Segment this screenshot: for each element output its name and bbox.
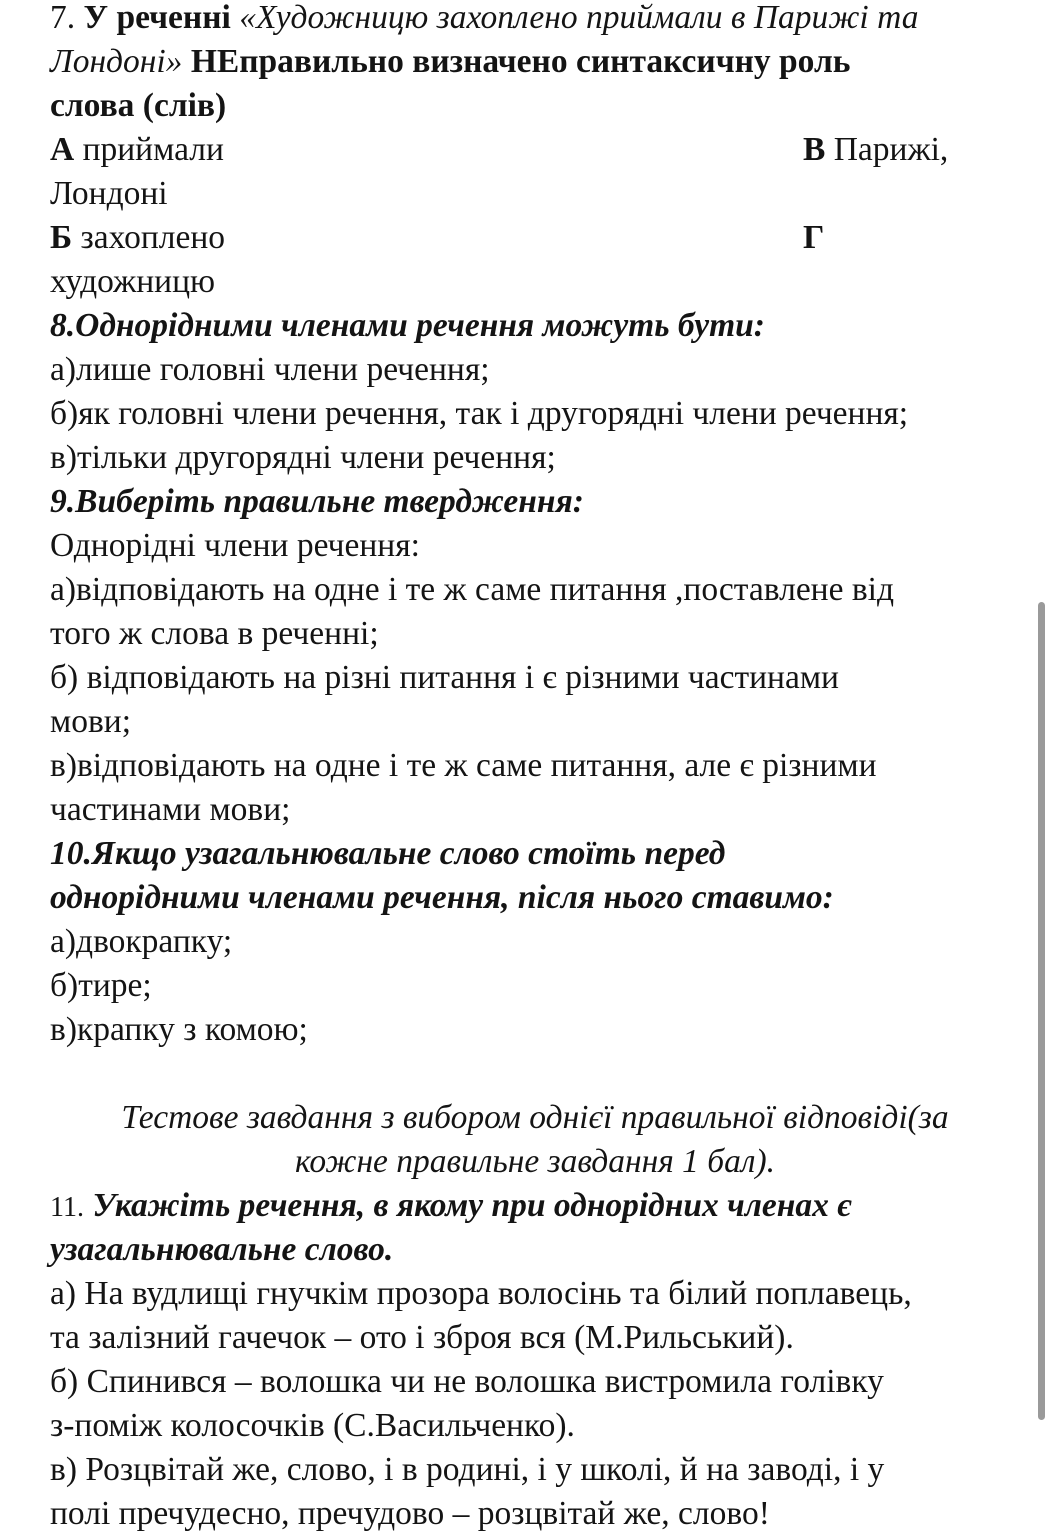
q9-intro: Однорідні члени речення: (50, 527, 420, 564)
q10-title-part-1: 10.Якщо узагальнювальне слово стоїть перед (50, 835, 726, 872)
vertical-scrollbar[interactable] (1038, 602, 1045, 1420)
q9-line: б) відповідають на різні питання і є різними частинами (50, 659, 839, 696)
blank-spacer (50, 1052, 1020, 1096)
q9-line: того ж слова в реченні; (50, 615, 379, 652)
q11-line: полі пречудесно, пречудово – розцвітай же, слово! (50, 1495, 770, 1532)
q11-title-part-1: Укажіть речення, в якому при однорідних членах є (92, 1187, 852, 1224)
q9-line: частинами мови; (50, 791, 291, 828)
q10-option-v: в)крапку з комою; (50, 1011, 308, 1048)
q7-lead: У реченні (83, 0, 231, 36)
q11-number: 11. (50, 1192, 84, 1223)
q10-option-a: а)двокрапку; (50, 923, 233, 960)
q7-option-a: А приймали (50, 131, 224, 168)
q8-option-b: б)як головні члени речення, так і другорядні члени речення; (50, 395, 909, 432)
q9-line: мови; (50, 703, 132, 740)
document-page (50, 0, 1020, 1536)
q7-option-v: В Парижі, (803, 131, 949, 168)
q7-option-b: Б захоплено (50, 219, 226, 256)
q8-title: 8.Однорідними членами речення можуть бути: (50, 307, 765, 344)
q11-line: б) Спинився – волошка чи не волошка вистромила голівку (50, 1363, 884, 1400)
q7-line-3 (50, 84, 1020, 128)
q7-task-part-1: НЕправильно визначено синтаксичну роль (190, 43, 851, 80)
q7-quote-part-2: Лондоні» (50, 43, 183, 80)
q7-line-1 (50, 0, 1020, 40)
q10-title-part-2: однорідними членами речення, після нього ставимо: (50, 879, 834, 916)
q11-line: та залізний гачечок – ото і зброя вся (М.Рильський). (50, 1319, 794, 1356)
q7-option-v-continued: Лондоні (50, 175, 168, 212)
q11-title-part-2: узагальнювальне слово. (50, 1231, 394, 1268)
section-heading-line-2: кожне правильне завдання 1 бал). (294, 1143, 776, 1180)
q9-line: в)відповідають на одне і те ж саме питання, але є різними (50, 747, 877, 784)
q7-options-row-1 (50, 128, 1020, 172)
q7-quote-part-1: «Художницю захоплено приймали в Парижі та (239, 0, 919, 36)
q7-task-part-2: слова (слів) (50, 87, 227, 124)
q11-title-line-1 (50, 1184, 1020, 1228)
q9-title: 9.Виберіть правильне твердження: (50, 483, 584, 520)
q7-options-row-2 (50, 216, 1020, 260)
q7-line-2 (50, 40, 1020, 84)
q10-option-b: б)тире; (50, 967, 152, 1004)
section-heading-line-1: Тестове завдання з вибором однієї правильної відповіді(за (121, 1099, 949, 1136)
q11-line: з-поміж колосочків (С.Васильченко). (50, 1407, 575, 1444)
q8-option-a: а)лише головні члени речення; (50, 351, 490, 388)
q9-line: а)відповідають на одне і те ж саме питання ,поставлене від (50, 571, 895, 608)
q7-number: 7. (50, 0, 76, 36)
q8-option-v: в)тільки другорядні члени речення; (50, 439, 556, 476)
q11-line: в) Розцвітай же, слово, і в родині, і у школі, й на заводі, і у (50, 1451, 885, 1488)
q7-option-g: Г (803, 219, 825, 256)
q7-option-g-continued: художницю (50, 263, 216, 300)
q11-line: а) На вудлищі гнучкім прозора волосінь та білий поплавець, (50, 1275, 912, 1312)
